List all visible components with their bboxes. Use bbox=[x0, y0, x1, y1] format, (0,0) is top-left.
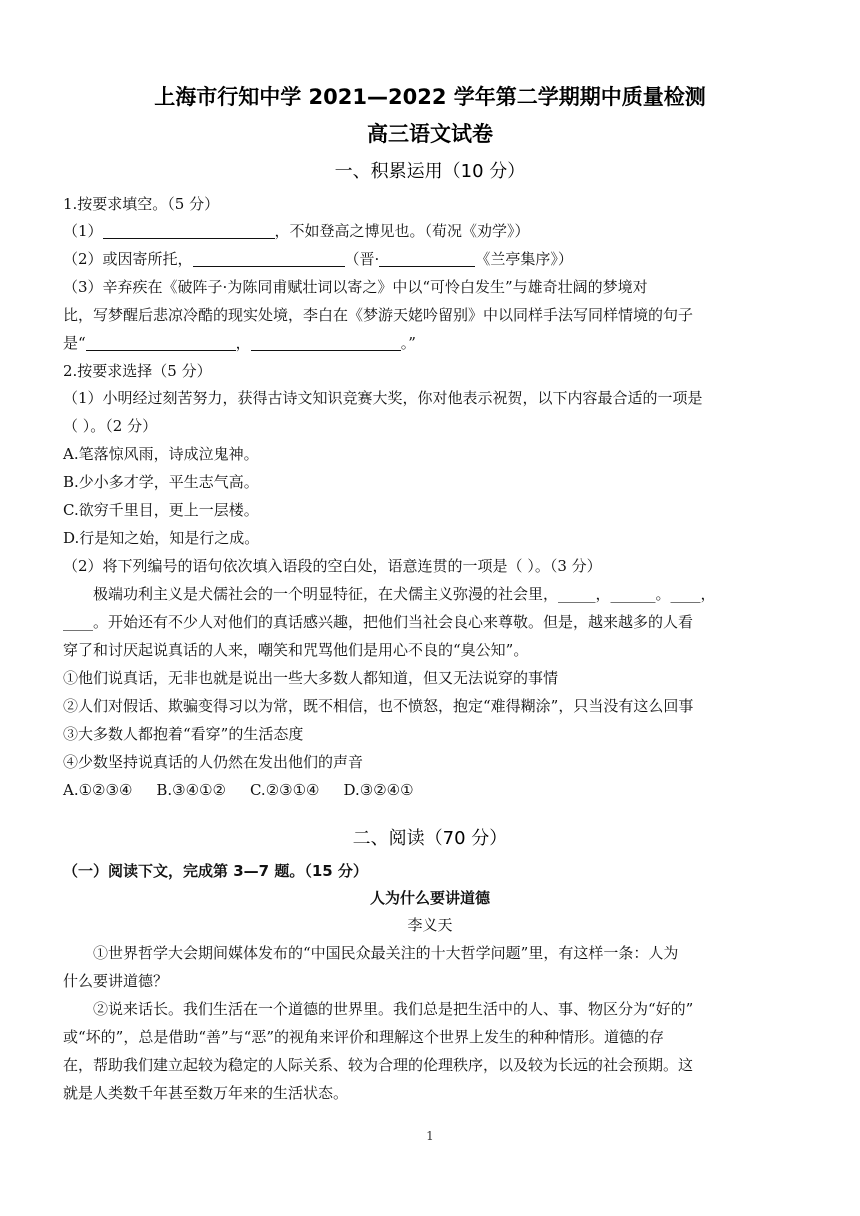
paragraph-1-line-1: ①世界哲学大会期间媒体发布的“中国民众最关注的十大哲学问题”里，有这样一条：人为 bbox=[93, 944, 679, 962]
passage-line-1: 极端功利主义是犬儒社会的一个明显特征，在犬儒主义弥漫的社会里，_____，______。____， bbox=[93, 585, 716, 603]
question-1-item-1 bbox=[63, 221, 803, 241]
question-1-item-2 bbox=[63, 249, 803, 269]
option-c: C.欲穷千里目，更上一层楼。 bbox=[63, 501, 259, 519]
sentence-item-4: ④少数坚持说真话的人仍然在发出他们的声音 bbox=[63, 753, 364, 771]
passage-line-2: ____。开始还有不少人对他们的真话感兴趣，把他们当社会良心来尊敬。但是，越来越多的人看 bbox=[63, 613, 694, 631]
question-2-stem: 2.按要求选择（5 分） bbox=[63, 362, 212, 380]
question-1-item-3-line-2: 比，写梦醒后悲凉冷酷的现实处境，李白在《梦游天姥吟留别》中以同样手法写同样情境的句子 bbox=[63, 306, 694, 324]
choice-a: A.①②③④ bbox=[63, 781, 133, 799]
item-number: （1） bbox=[63, 222, 103, 240]
sentence-item-2: ②人们对假话、欺骗变得习以为常，既不相信，也不愤怒，抱定“难得糊涂”，只当没有这么回事 bbox=[63, 697, 694, 715]
answer-blank[interactable] bbox=[103, 223, 275, 239]
answer-blank[interactable] bbox=[251, 335, 401, 351]
paragraph-2-line-3: 在，帮助我们建立起较为稳定的人际关系、较为合理的伦理秩序，以及较为长远的社会预期。这 bbox=[63, 1056, 694, 1074]
question-1-item-3-line-3 bbox=[63, 333, 803, 353]
paragraph-2-line-4: 就是人类数千年甚至数万年来的生活状态。 bbox=[63, 1084, 349, 1102]
option-a: A.笔落惊风雨，诗成泣鬼神。 bbox=[63, 445, 259, 463]
section-heading-1: 一、积累运用（10 分） bbox=[334, 161, 526, 182]
item-text: （2）或因寄所托， bbox=[63, 250, 193, 268]
item-text: 《兰亭集序》） bbox=[475, 250, 573, 268]
exam-subtitle: 高三语文试卷 bbox=[367, 122, 493, 146]
reading-part-1-stem: （一）阅读下文，完成第 3—7 题。（15 分） bbox=[63, 862, 368, 880]
question-2-sub-2-stem: （2）将下列编号的语句依次填入语段的空白处，语意连贯的一项是（ ）。（3 分） bbox=[63, 557, 602, 575]
option-b: B.少小多才学，平生志气高。 bbox=[63, 473, 259, 491]
item-text: ， bbox=[235, 334, 251, 352]
sentence-item-3: ③大多数人都抱着“看穿”的生活态度 bbox=[63, 725, 304, 743]
answer-blank[interactable] bbox=[86, 335, 236, 351]
section-heading-2: 二、阅读（70 分） bbox=[352, 828, 508, 849]
article-title: 人为什么要讲道德 bbox=[369, 889, 490, 907]
item-text: ，不如登高之博见也。（荀况《劝学》） bbox=[274, 222, 530, 240]
exam-title: 上海市行知中学 2021—2022 学年第二学期期中质量检测 bbox=[154, 85, 706, 109]
item-text: 。” bbox=[400, 334, 416, 352]
answer-blank[interactable] bbox=[379, 251, 475, 267]
paragraph-1-line-2: 什么要讲道德？ bbox=[63, 972, 169, 990]
answer-choices bbox=[63, 780, 803, 800]
item-text: （晋· bbox=[344, 250, 380, 268]
page-number: 1 bbox=[426, 1129, 434, 1143]
choice-b: B.③④①② bbox=[156, 781, 226, 799]
answer-blank[interactable] bbox=[193, 251, 345, 267]
question-2-sub-1-line-2: （ ）。（2 分） bbox=[63, 417, 158, 435]
question-2-sub-1-line-1: （1）小明经过刻苦努力，获得古诗文知识竞赛大奖，你对他表示祝贺，以下内容最合适的一项是 bbox=[63, 389, 703, 407]
sentence-item-1: ①他们说真话，无非也就是说出一些大多数人都知道，但又无法说穿的事情 bbox=[63, 669, 559, 687]
choice-d: D.③②④① bbox=[343, 781, 414, 799]
question-1-item-3-line-1: （3）辛弃疾在《破阵子·为陈同甫赋壮词以寄之》中以“可怜白发生”与雄奇壮阔的梦境对 bbox=[63, 278, 648, 296]
question-1-stem: 1.按要求填空。（5 分） bbox=[63, 195, 220, 213]
paragraph-2-line-2: 或“坏的”，总是借助“善”与“恶”的视角来评价和理解这个世界上发生的种种情形。道德的存 bbox=[63, 1028, 665, 1046]
choice-c: C.②③①④ bbox=[249, 781, 320, 799]
option-d: D.行是知之始，知是行之成。 bbox=[63, 529, 260, 547]
item-text: 是“ bbox=[63, 334, 86, 352]
article-author: 李义天 bbox=[407, 916, 453, 934]
paragraph-2-line-1: ②说来话长。我们生活在一个道德的世界里。我们总是把生活中的人、事、物区分为“好的” bbox=[93, 1000, 694, 1018]
passage-line-3: 穿了和讨厌起说真话的人来，嘲笑和咒骂他们是用心不良的“臭公知”。 bbox=[63, 641, 529, 659]
